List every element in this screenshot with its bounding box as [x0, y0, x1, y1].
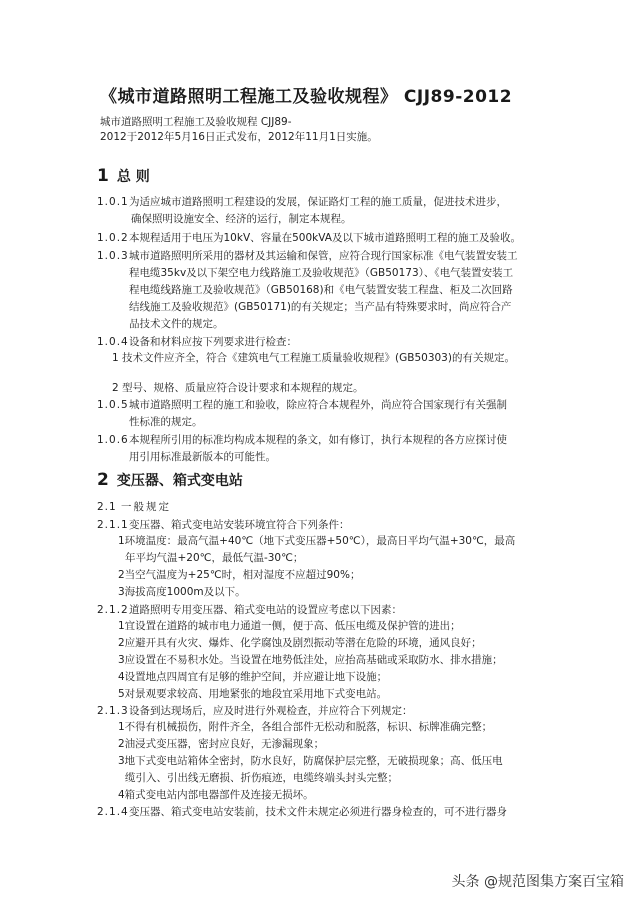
- clause-number: 2.1: [97, 501, 117, 513]
- clause-item: 1不得有机械损伤，附件齐全，各组合部件无松动和脱落，标识、标牌准确完整；: [118, 721, 493, 733]
- clause-item: 2应避开具有火灾、爆炸、化学腐蚀及剧烈振动等潜在危险的环境，通风良好；: [118, 637, 482, 649]
- clause-number: 2.1.1: [97, 519, 129, 531]
- clause-number: 1.0.5: [97, 399, 129, 411]
- clause-1-0-2: [97, 230, 521, 247]
- clause-2-1-2-items: [118, 618, 503, 703]
- clause-item: 2 型号、规格、质量应符合设计要求和本规程的规定。: [112, 382, 364, 394]
- clause-text: 城市道路照明工程的施工和验收，除应符合本规程外，尚应符合国家现行有关强制: [129, 399, 507, 411]
- clause-item: 2油浸式变压器，密封应良好，无渗漏现象；: [118, 738, 325, 750]
- chapter-number: 2: [97, 470, 109, 490]
- clause-1-0-4: [97, 334, 297, 351]
- clause-text: 结线施工及验收规范》(GB50171)的有关规定；当产品有特殊要求时，尚应符合产: [129, 301, 512, 313]
- clause-number: 2.1.2: [97, 604, 129, 616]
- clause-number: 1.0.2: [97, 232, 129, 244]
- clause-item: 5对景观要求较高、用地紧张的地段宜采用地下式变电站。: [118, 688, 388, 700]
- clause-text: 品技术文件的规定。: [129, 318, 224, 330]
- watermark-text: 头条 @规范图集方案百宝箱: [451, 874, 624, 890]
- clause-item: 4箱式变电站内部电器部件及连接无损坏。: [118, 789, 314, 801]
- chapter-number: 1: [97, 166, 109, 186]
- clause-text: 变压器、箱式变电站安装前，技术文件未规定必须进行器身检查的，可不进行器身: [129, 806, 507, 818]
- clause-text: 变压器、箱式变电站安装环境宜符合下列条件：: [129, 519, 350, 531]
- clause-text: 程电缆35kv及以下架空电力线路施工及验收规范》（GB50173）、《电气装置安装工: [129, 267, 514, 279]
- chapter-2-heading: [97, 470, 243, 490]
- chapter-title: 总 则: [116, 169, 150, 185]
- clause-number: 2.1.3: [97, 705, 129, 717]
- clause-2-1-3: [97, 703, 413, 720]
- clause-1-0-6: [97, 432, 507, 466]
- clause-number: 1.0.3: [97, 250, 129, 262]
- clause-text: 用引用标准最新版本的可能性。: [129, 451, 276, 463]
- clause-text: 性标准的规定。: [129, 416, 203, 428]
- clause-1-0-3: [97, 248, 518, 333]
- clause-2-1-1: [97, 517, 350, 534]
- clause-2-1-4: [97, 804, 507, 821]
- clause-item: 3海拔高度1000m及以下。: [118, 586, 246, 598]
- clause-item: 4设置地点四周宜有足够的维护空间，并应避让地下设施；: [118, 671, 388, 683]
- clause-item: 缆引入、引出线无磨损、折伤痕迹，电缆终端头封头完整；: [125, 772, 398, 784]
- clause-text: 为适应城市道路照明工程建设的发展，保证路灯工程的施工质量，促进技术进步，: [129, 196, 507, 208]
- clause-text: 设备和材料应按下列要求进行检查：: [129, 336, 297, 348]
- clause-text: 道路照明专用变压器、箱式变电站的设置应考虑以下因素：: [129, 604, 402, 616]
- section-2-1: [97, 499, 171, 516]
- clause-item: 1环境温度：最高气温+40℃（地下式变压器+50℃），最高日平均气温+30℃，最高: [118, 535, 516, 547]
- clause-item: 2当空气温度为+25℃时，相对湿度不应超过90%；: [118, 569, 361, 581]
- clause-number: 2.1.4: [97, 806, 129, 818]
- document-title: 《城市道路照明工程施工及验收规程》 CJJ89-2012: [100, 87, 513, 107]
- issue-date-note: 2012于2012年5月16日正式发布，2012年11月1日实施。: [100, 131, 378, 143]
- clause-1-0-1: [97, 194, 507, 228]
- clause-item: 3地下式变电站箱体全密封，防水良好，防腐保护层完整，无破损现象；高、低压电: [118, 755, 503, 767]
- clause-number: 1.0.6: [97, 434, 129, 446]
- clause-item: 1宜设置在道路的城市电力通道一侧，便于高、低压电缆及保护管的进出；: [118, 620, 461, 632]
- chapter-1-heading: [97, 166, 150, 186]
- clause-2-1-2: [97, 602, 402, 619]
- clause-1-0-5: [97, 397, 507, 431]
- clause-1-0-4-item-1: [112, 350, 515, 367]
- clause-item: 年平均气温+20℃，最低气温-30℃；: [125, 552, 304, 564]
- clause-text: 程电缆线路施工及验收规范》（GB50168)和《电气装置安装工程盘、柜及二次回路: [129, 284, 513, 296]
- clause-number: 1.0.1: [97, 196, 129, 208]
- clause-text: 城市道路照明所采用的器材及其运输和保管，应符合现行国家标准《电气装置安装工: [129, 250, 518, 262]
- clause-2-1-3-items: [118, 719, 503, 804]
- clause-number: 1.0.4: [97, 336, 129, 348]
- clause-item: 3应设置在不易积水处。当设置在地势低洼处，应抬高基础或采取防水、排水措施；: [118, 654, 503, 666]
- clause-text: 本规程所引用的标准均构成本规程的条文，如有修订，执行本规程的各方应探讨使: [129, 434, 507, 446]
- clause-text: 本规程适用于电压为10kV、容量在500kVA及以下城市道路照明工程的施工及验收。: [129, 232, 521, 244]
- document-subtitle: 城市道路照明工程施工及验收规程 CJJ89-: [100, 116, 292, 128]
- chapter-title: 变压器、箱式变电站: [116, 473, 243, 489]
- clause-2-1-1-items: [118, 533, 515, 601]
- clause-1-0-4-item-2: [112, 380, 364, 397]
- section-title: 一般规定: [121, 501, 171, 513]
- clause-text: 设备到达现场后，应及时进行外观检查，并应符合下列规定：: [129, 705, 413, 717]
- clause-text: 确保照明设施安全、经济的运行，制定本规程。: [131, 213, 352, 225]
- clause-item: 1 技术文件应齐全，符合《建筑电气工程施工质量验收规程》(GB50303)的有关规定。: [112, 352, 515, 364]
